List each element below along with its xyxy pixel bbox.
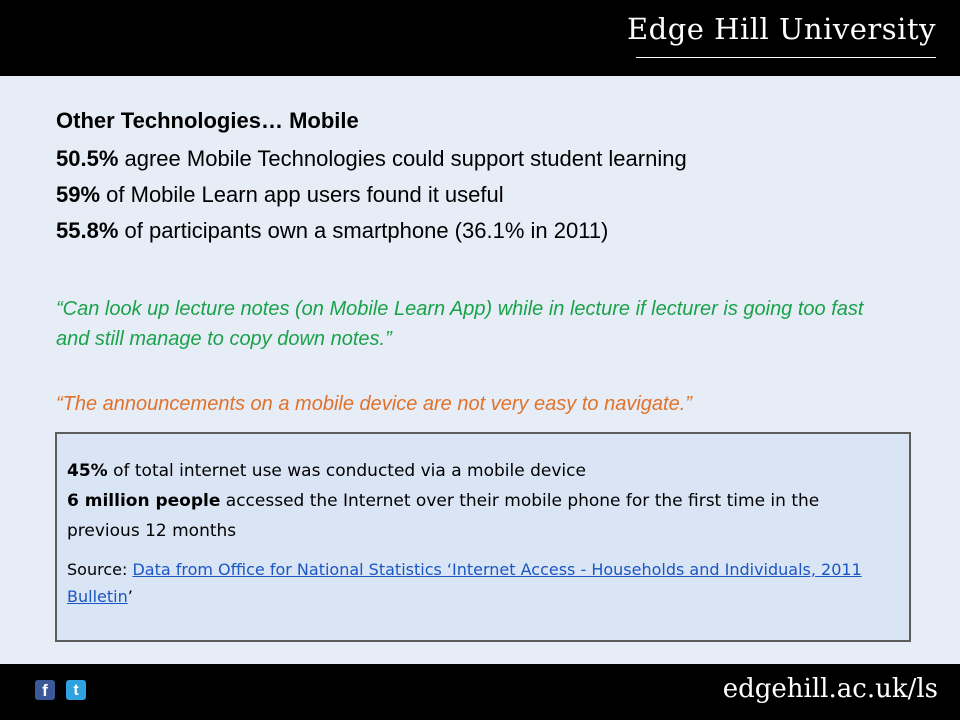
stat-line <box>56 218 916 244</box>
stat-text: of Mobile Learn app users found it useful <box>100 182 504 207</box>
negative-quote: “The announcements on a mobile device are not very easy to navigate.” <box>56 393 692 415</box>
stat-value: 59% <box>56 182 101 207</box>
source-citation <box>67 556 897 610</box>
twitter-icon[interactable]: t <box>66 680 86 700</box>
box-stat-value: 6 million people <box>67 491 221 511</box>
statistics-box-text <box>67 456 897 610</box>
stat-value: 55.8% <box>56 218 119 243</box>
logo-underline <box>636 57 936 58</box>
source-label: Source: <box>67 560 133 579</box>
source-link[interactable]: Data from Office for National Statistics ‘Internet Access - Households and Individuals, 2011 Bulletin <box>67 560 862 606</box>
slide-heading: Other Technologies… Mobile <box>56 108 359 133</box>
header-bar <box>0 0 960 76</box>
box-line-first-time <box>67 486 897 546</box>
source-end: ’ <box>127 587 133 606</box>
box-stat-text: accessed the Internet over their mobile phone for the first time in the previous 12 months <box>67 491 820 541</box>
box-stat-value: 45% <box>67 461 108 481</box>
box-line-internet-use <box>67 456 897 486</box>
stat-line <box>56 146 916 172</box>
facebook-icon[interactable]: f <box>35 680 55 700</box>
statistics-box <box>55 432 911 642</box>
stat-text: of participants own a smartphone (36.1% in 2011) <box>118 218 609 243</box>
stat-text: agree Mobile Technologies could support student learning <box>118 146 687 171</box>
slide-content <box>56 108 916 254</box>
box-stat-text: of total internet use was conducted via a mobile device <box>107 461 586 481</box>
stat-value: 50.5% <box>56 146 119 171</box>
stat-line <box>56 182 916 208</box>
footer-url[interactable]: edgehill.ac.uk/ls <box>722 674 938 704</box>
positive-quote: “Can look up lecture notes (on Mobile Learn App) while in lecture if lecturer is going too fast and still manage to copy down notes.” <box>56 298 864 350</box>
university-logo-text: Edge Hill University <box>626 12 936 46</box>
